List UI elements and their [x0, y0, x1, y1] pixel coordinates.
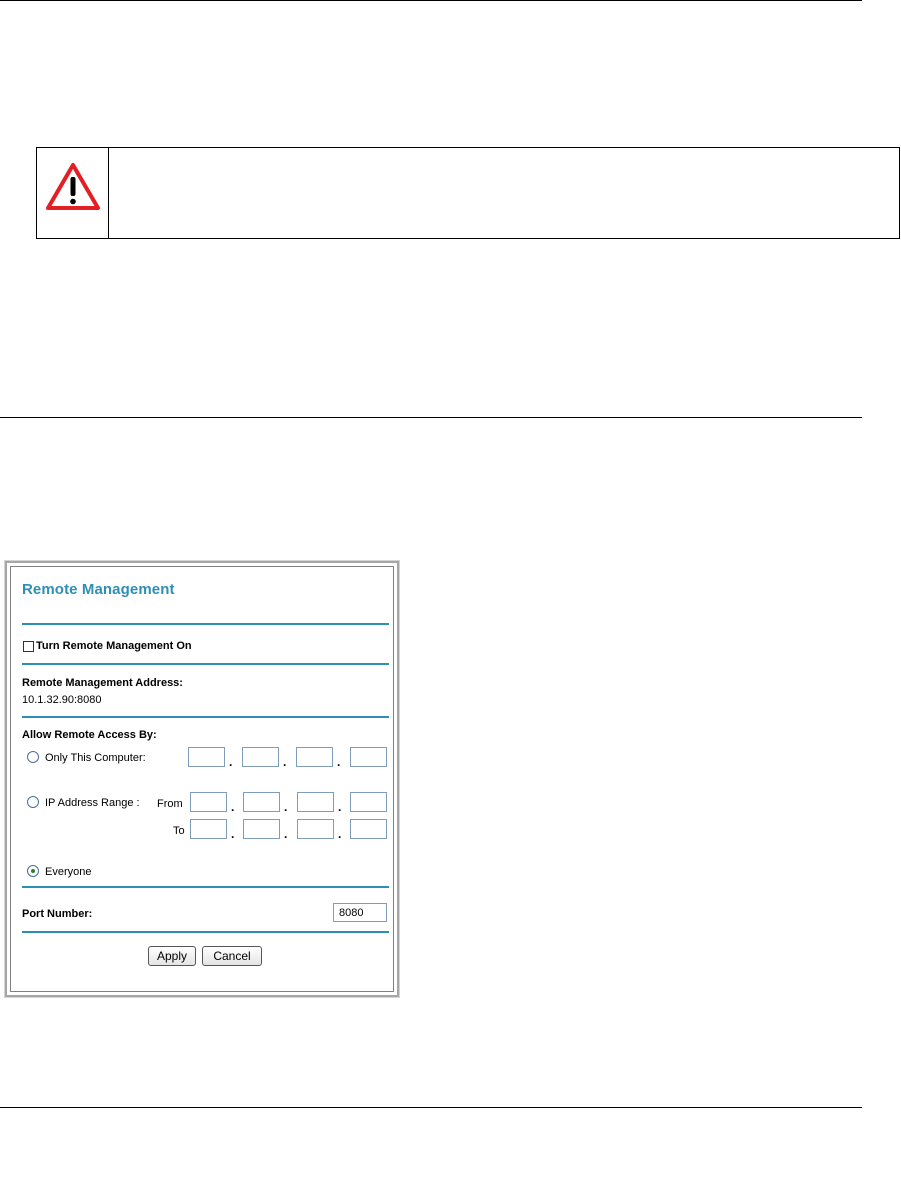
ip-dot: .	[231, 800, 235, 814]
address-value: 10.1.32.90:8080	[22, 694, 102, 706]
only-computer-ip-octet-2[interactable]	[242, 747, 279, 767]
page-rule-top	[0, 0, 862, 1]
ip-dot: .	[231, 827, 235, 841]
turn-on-label: Turn Remote Management On	[36, 640, 192, 652]
ip-dot: .	[338, 800, 342, 814]
port-number-label: Port Number:	[22, 908, 93, 920]
only-computer-ip-octet-1[interactable]	[188, 747, 225, 767]
range-to-octet-4[interactable]	[350, 819, 387, 839]
ip-dot: .	[338, 827, 342, 841]
only-this-computer-label: Only This Computer:	[45, 752, 146, 764]
range-from-octet-2[interactable]	[243, 792, 280, 812]
range-from-octet-1[interactable]	[190, 792, 227, 812]
separator	[22, 623, 389, 625]
warning-icon	[45, 162, 101, 212]
cancel-button[interactable]: Cancel	[202, 946, 262, 966]
separator	[22, 931, 389, 933]
everyone-label: Everyone	[45, 866, 92, 878]
allow-access-label: Allow Remote Access By:	[22, 729, 157, 741]
only-this-computer-radio[interactable]	[27, 751, 39, 763]
remote-management-panel	[5, 561, 399, 997]
range-to-octet-2[interactable]	[243, 819, 280, 839]
panel-title: Remote Management	[22, 581, 175, 598]
only-computer-ip-octet-3[interactable]	[296, 747, 333, 767]
everyone-radio[interactable]	[27, 865, 39, 877]
apply-button[interactable]: Apply	[148, 946, 196, 966]
page-rule-bottom	[0, 1107, 862, 1108]
separator	[22, 886, 389, 888]
turn-on-checkbox[interactable]	[23, 641, 34, 652]
ip-dot: .	[284, 827, 288, 841]
separator	[22, 716, 389, 718]
warning-icon-cell	[37, 148, 109, 238]
range-from-octet-3[interactable]	[297, 792, 334, 812]
range-to-octet-3[interactable]	[297, 819, 334, 839]
range-from-octet-4[interactable]	[350, 792, 387, 812]
ip-dot: .	[284, 800, 288, 814]
panel-inner	[10, 566, 394, 992]
ip-dot: .	[337, 755, 341, 769]
ip-range-radio[interactable]	[27, 796, 39, 808]
ip-range-label: IP Address Range :	[45, 797, 140, 809]
ip-dot: .	[283, 755, 287, 769]
separator	[22, 663, 389, 665]
only-computer-ip-octet-4[interactable]	[350, 747, 387, 767]
ip-dot: .	[229, 755, 233, 769]
address-label: Remote Management Address:	[22, 677, 183, 689]
port-number-input[interactable]	[333, 903, 387, 922]
warning-callout	[36, 147, 900, 239]
to-label: To	[173, 825, 185, 837]
page-rule-middle	[0, 417, 862, 418]
from-label: From	[157, 798, 183, 810]
range-to-octet-1[interactable]	[190, 819, 227, 839]
